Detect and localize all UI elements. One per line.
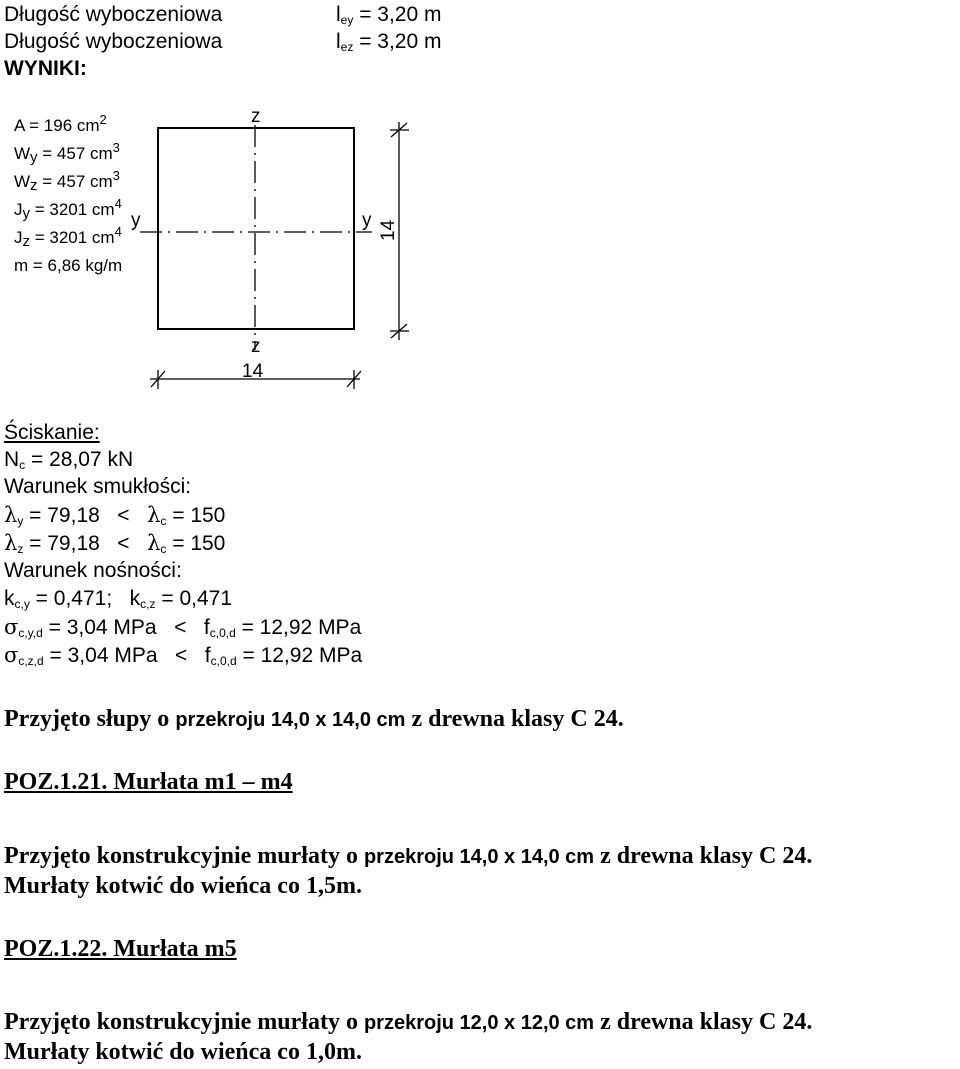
- slenderness-y: $\lambda_y = 79,18 < \lambda_c = 150$: [4, 503, 226, 528]
- poz-1-21-line-1: Przyjęto konstrukcyjnie murłaty o przekroju 14,0 x 14,0 cm z drewna klasy C 24.: [4, 843, 813, 869]
- buckling-length-value-1: $l_{ey} = 3,20$ m: [336, 3, 442, 27]
- buckling-coefficients: $k_{c,y} = 0,471$; $k_{c,z} = 0,471$: [4, 587, 232, 611]
- prop-jz: Jz = 3201 $cm^4$: [14, 224, 122, 250]
- poz-1-22-heading: POZ.1.22. Murłata m5: [4, 936, 237, 962]
- results-heading: WYNIKI:: [4, 57, 87, 80]
- buckling-length-label-1: Długość wyboczeniowa: [4, 3, 223, 26]
- width-dimension-label: 14: [242, 361, 264, 382]
- stress-check-z: $\sigma_{c,z,d} = 3,04$ MPa < $f_{c,0,d} = 12,92$ MPa: [4, 643, 363, 668]
- prop-area: A = 196 $cm^2$: [14, 112, 107, 135]
- prop-mass: m = 6,86 kg/m: [14, 256, 123, 275]
- compression-heading: Ściskanie:: [4, 421, 100, 444]
- column-conclusion: Przyjęto słupy o przekroju 14,0 x 14,0 cm z drewna klasy C 24.: [4, 706, 624, 732]
- compression-force: $N_c = 28,07$ kN: [4, 448, 134, 472]
- section-outline: [158, 128, 354, 329]
- slenderness-heading: Warunek smukłości:: [4, 475, 192, 498]
- buckling-length-value-2: $l_{ez} = 3,20$ m: [336, 30, 442, 54]
- cross-section-diagram: [0, 0, 960, 400]
- z-label-bottom: z: [251, 336, 261, 357]
- stress-check-y: $\sigma_{c,y,d} = 3,04$ MPa < $f_{c,0,d} = 12,92$ MPa: [4, 615, 362, 640]
- prop-wy: Wy = 457 $cm^3$: [14, 140, 120, 166]
- poz-1-22-line-2: Murłaty kotwić do wieńca co 1,0m.: [4, 1039, 362, 1065]
- slenderness-z: $\lambda_z = 79,18 < \lambda_c = 150$: [4, 531, 226, 556]
- z-label-top: z: [251, 106, 261, 127]
- poz-1-21-line-2: Murłaty kotwić do wieńca co 1,5m.: [4, 873, 362, 899]
- capacity-heading: Warunek nośności:: [4, 559, 182, 582]
- y-label-left: y: [131, 210, 141, 231]
- buckling-length-label-2: Długość wyboczeniowa: [4, 30, 223, 53]
- poz-1-21-heading: POZ.1.21. Murłata m1 – m4: [4, 769, 293, 795]
- y-label-right: y: [362, 210, 372, 231]
- prop-wz: Wz = 457 $cm^3$: [14, 168, 120, 194]
- prop-jy: Jy = 3201 $cm^4$: [14, 196, 122, 222]
- height-dimension-label: 14: [378, 219, 399, 241]
- poz-1-22-line-1: Przyjęto konstrukcyjnie murłaty o przekroju 12,0 x 12,0 cm z drewna klasy C 24.: [4, 1009, 813, 1035]
